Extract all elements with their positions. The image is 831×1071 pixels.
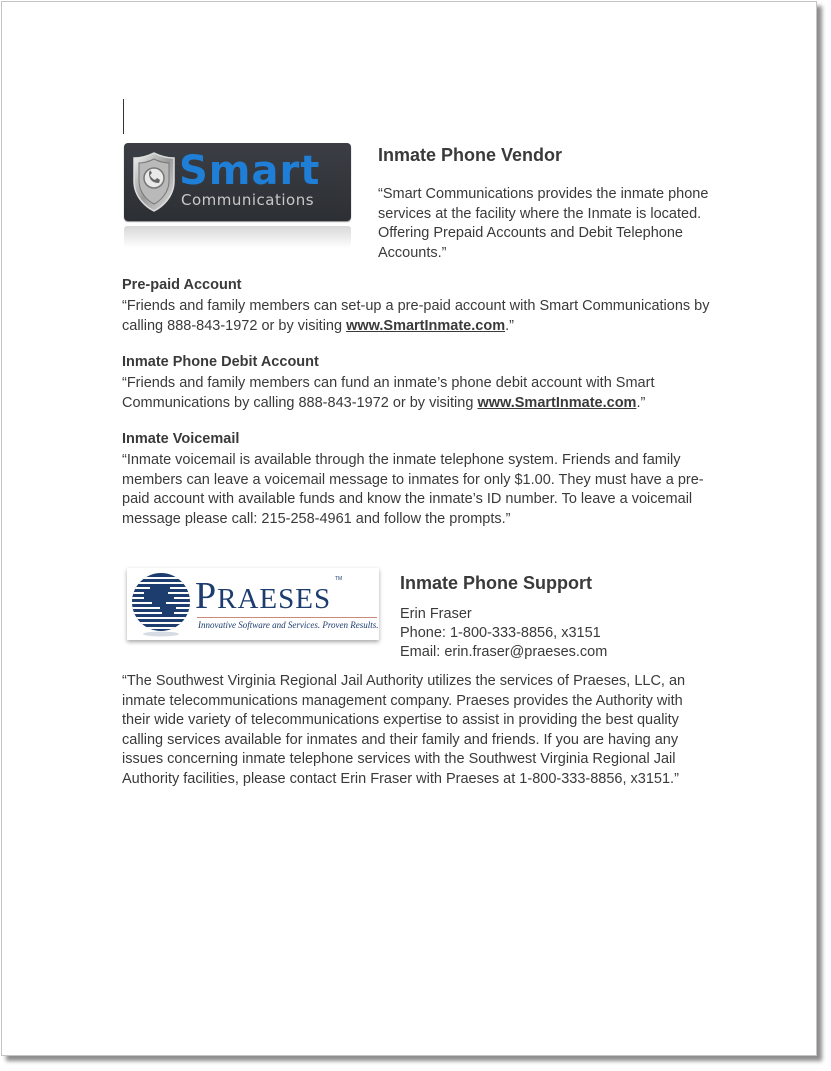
globe-icon — [130, 571, 192, 637]
voicemail-text: “Inmate voicemail is available through the inmate telephone system. Friends and family members can leave a voicemail message to inmates for only $1.00. They must have a pre-paid account with available funds and know the inmate’s ID number. To leave a voicemail message please call: 215-258-4961 and follow the prompts.” — [122, 452, 704, 527]
debit-text-end: .” — [636, 394, 646, 411]
support-contact-phone: Phone: 1-800-333-8856, x3151 — [400, 625, 601, 641]
debit-smartinmate-link[interactable]: www.SmartInmate.com — [477, 394, 637, 411]
prepaid-text — [122, 297, 712, 336]
debit-heading: Inmate Phone Debit Account — [122, 354, 319, 370]
voicemail-heading: Inmate Voicemail — [122, 431, 240, 447]
praeses-wordmark-rest: RAESES — [217, 583, 332, 615]
debit-text — [122, 374, 682, 413]
support-heading: Inmate Phone Support — [400, 573, 593, 593]
vendor-description: “Smart Communications provides the inmate phone services at the facility where the Inmate is located. Offering Prepaid Accounts and Debit Telephone Accounts.” — [378, 186, 709, 261]
praeses-wordmark-initial: P — [195, 575, 218, 617]
smart-logo-subtitle: Communications — [181, 191, 315, 209]
support-description: “The Southwest Virginia Regional Jail Authority utilizes the services of Praeses, LLC, an inmate telecommunications management company. Praeses provides the Authority with their wide variety of telecommunications expertise to assist in providing the best quality calling services available for inmates and their family and friends. If you are having any issues concerning inmate telephone services with the Southwest Virginia Regional Jail Authority facilities, please contact Erin Fraser with Praeses at 1-800-333-8856, x3151.” — [122, 673, 686, 787]
shield-phone-icon — [132, 151, 176, 213]
smart-communications-logo — [124, 143, 352, 253]
debit-text-body: “Friends and family members can fund an inmate’s phone debit account with Smart Communications by calling 888-843-1972 or by visiting — [122, 375, 655, 411]
vendor-heading: Inmate Phone Vendor — [378, 145, 563, 165]
logo-rule — [197, 617, 377, 618]
praeses-logo — [127, 568, 379, 640]
logo-reflection — [124, 226, 351, 248]
trademark: TM — [335, 576, 343, 582]
prepaid-text-end: .” — [505, 317, 514, 334]
support-contact-name: Erin Fraser — [400, 606, 472, 622]
praeses-wordmark — [195, 576, 331, 619]
prepaid-text-body: “Friends and family members can set-up a pre-paid account with Smart Communications by calling 888-843-1972 or by visiting — [122, 298, 710, 334]
smart-logo-background — [124, 143, 351, 221]
document-page — [1, 1, 817, 1056]
praeses-tagline: Innovative Software and Services. Proven Results. — [198, 620, 379, 630]
support-contact-email: Email: erin.fraser@praeses.com — [400, 644, 608, 660]
prepaid-heading: Pre-paid Account — [122, 277, 242, 293]
smart-logo-word: Smart — [179, 148, 321, 194]
text-cursor — [123, 99, 124, 134]
prepaid-smartinmate-link[interactable]: www.SmartInmate.com — [346, 317, 506, 334]
